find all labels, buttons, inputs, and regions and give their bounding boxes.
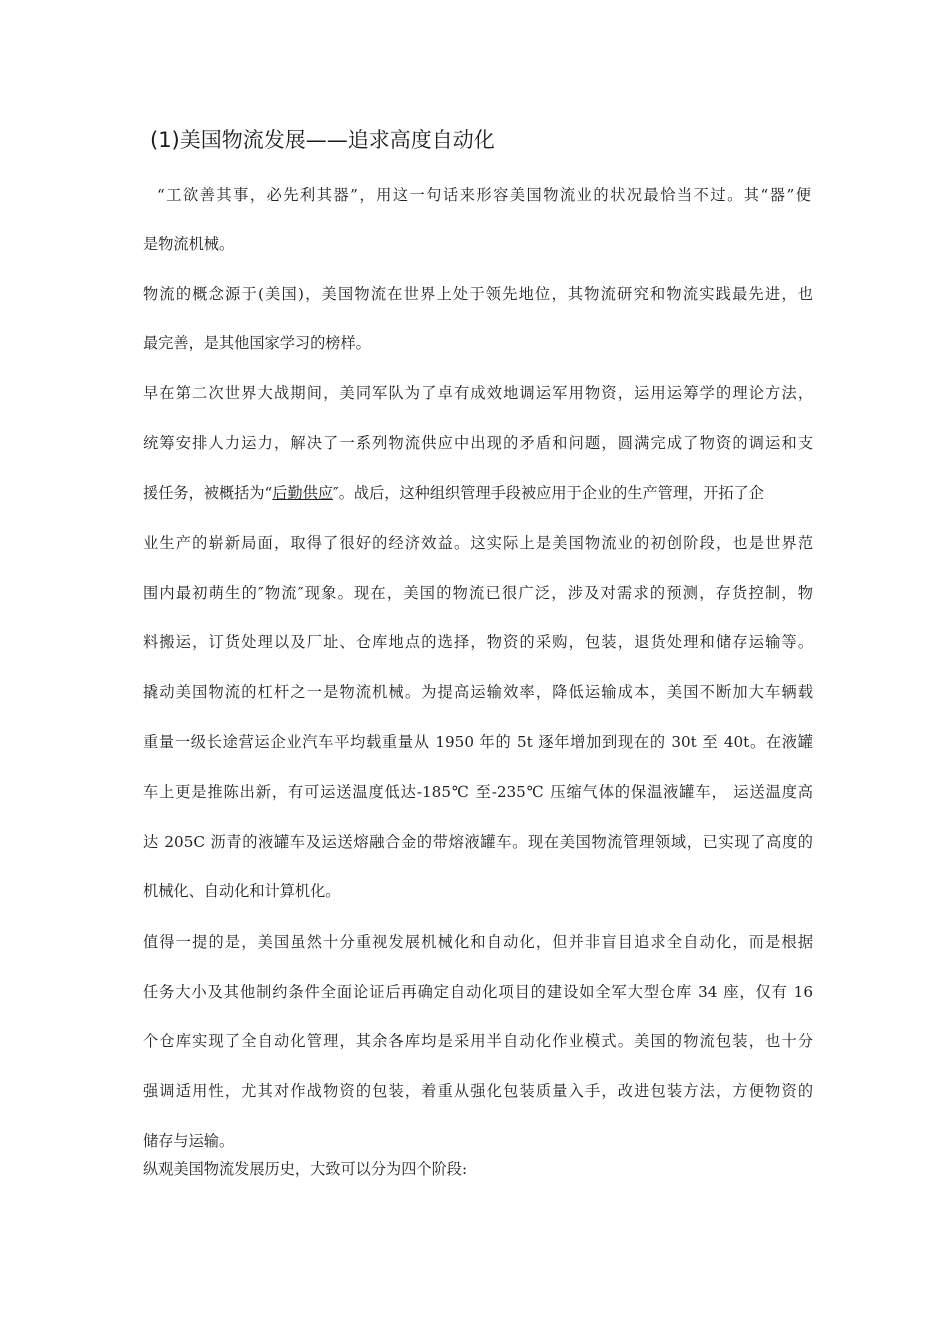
paragraph-line: 最完善，是其他国家学习的榜样。: [143, 334, 371, 352]
paragraph-line: 物流的概念源于(美国)，美国物流在世界上处于领先地位，其物流研究和物流实践最先进，也: [143, 285, 813, 303]
paragraph-line: 强调适用性，尤其对作战物资的包装，着重从强化包装质量入手，改进包装方法，方便物资的: [143, 1082, 813, 1100]
paragraph-line: 围内最初萌生的″物流″现象。现在，美国的物流已很广泛，涉及对需求的预测，存货控制，物: [143, 584, 813, 602]
paragraph-line: 储存与运输。: [143, 1132, 235, 1150]
text-segment: 援任务，被概括为“: [143, 484, 273, 502]
paragraph-line: 料搬运，订货处理以及厂址、仓库地点的选择，物资的采购，包装，退货处理和储存运输等。: [143, 633, 813, 651]
paragraph-line: 机械化、自动化和计算机化。: [143, 882, 341, 900]
paragraph-line: [143, 483, 813, 503]
paragraph-line: 车上更是推陈出新，有可运送温度低达-185℃ 至-235℃ 压缩气体的保温液罐车， 运送温度高: [143, 783, 813, 801]
paragraph-line: 值得一提的是，美国虽然十分重视发展机械化和自动化，但并非盲目追求全自动化，而是根据: [143, 933, 813, 951]
paragraph-line: 纵观美国物流发展历史，大致可以分为四个阶段:: [143, 1160, 468, 1178]
paragraph-line: 早在第二次世界大战期间，美同军队为了卓有成效地调运军用物资，运用运筹学的理论方法，: [143, 384, 813, 402]
paragraph-line: 重量一级长途营运企业汽车平均载重量从 1950 年的 5t 逐年增加到现在的 30t 至 40t。在液罐: [143, 733, 813, 751]
paragraph-line: 撬动美国物流的杠杆之一是物流机械。为提高运输效率，降低运输成本，美国不断加大车辆载: [143, 683, 813, 701]
paragraph-line: 达 205C 沥青的液罐车及运送熔融合金的带熔液罐车。现在美国物流管理领域，已实现了高度的: [143, 833, 813, 851]
paragraph-line: 统筹安排人力运力，解决了一系列物流供应中出现的矛盾和问题，圆满完成了物资的调运和支: [143, 434, 813, 452]
text-segment: ″。战后，这种组织管理手段被应用于企业的生产管理，开拓了企: [333, 484, 764, 502]
logistics-supply-term: 后勤供应: [272, 484, 334, 502]
paragraph-line: “工欲善其事，必先利其器”，用这一句话来形容美国物流业的状况最恰当不过。其“器”便: [157, 186, 811, 204]
paragraph-line: 个仓库实现了全自动化管理，其余各库均是采用半自动化作业模式。美国的物流包装，也十分: [143, 1032, 813, 1050]
paragraph-line: 业生产的崭新局面，取得了很好的经济效益。这实际上是美国物流业的初创阶段，也是世界范: [143, 534, 813, 552]
paragraph-line: 是物流机械。: [143, 235, 235, 253]
section-heading: (1)美国物流发展——追求高度自动化: [150, 128, 495, 152]
paragraph-line: 任务大小及其他制约条件全面论证后再确定自动化项目的建设如全军大型仓库 34 座，仅有 16: [143, 983, 813, 1001]
